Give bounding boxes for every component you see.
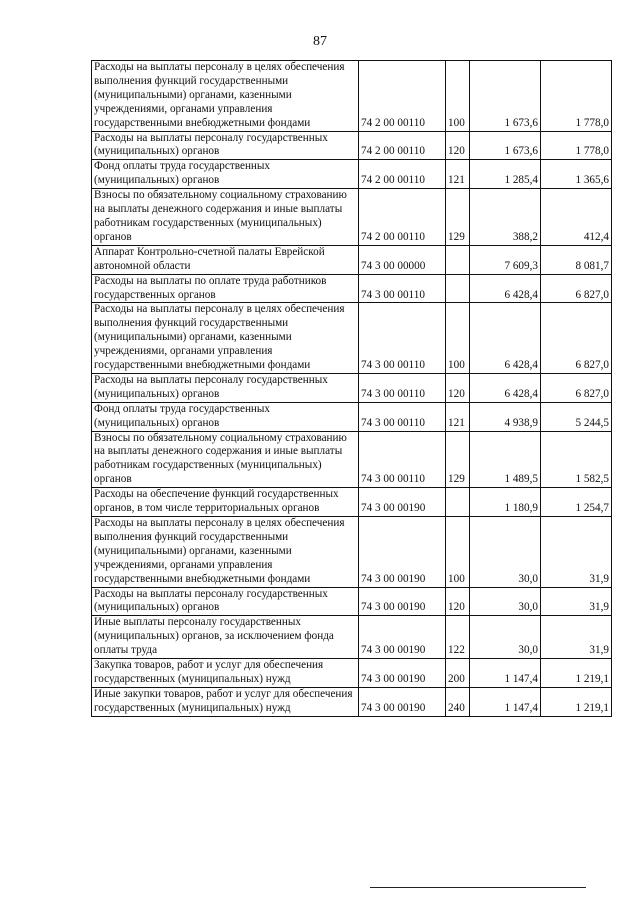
row-code: 74 3 00 00190 [359, 659, 446, 688]
table-row [92, 245, 612, 274]
row-code: 74 2 00 00110 [359, 189, 446, 246]
row-code: 74 3 00 00190 [359, 687, 446, 716]
row-name: Расходы на выплаты персоналу в целях обеспечения выполнения функций государственными (муниципальными) органами, казенными учреждениями, органами управления государственными внебюджетными фондами [92, 517, 359, 588]
row-value-year1: 1 489,5 [470, 431, 541, 488]
row-code: 74 3 00 00110 [359, 402, 446, 431]
table-row [92, 274, 612, 303]
row-name: Аппарат Контрольно-счетной палаты Еврейской автономной области [92, 245, 359, 274]
table-row [92, 659, 612, 688]
row-value-year2: 1 219,1 [541, 659, 612, 688]
row-code: 74 3 00 00190 [359, 587, 446, 616]
row-expense-type: 120 [446, 373, 470, 402]
row-value-year1: 4 938,9 [470, 402, 541, 431]
row-value-year2: 6 827,0 [541, 303, 612, 374]
row-name: Взносы по обязательному социальному страхованию на выплаты денежного содержания и иные выплаты работникам государственных (муниципальных) органов [92, 189, 359, 246]
page-number: 87 [313, 34, 327, 49]
row-value-year1: 6 428,4 [470, 373, 541, 402]
row-value-year2: 6 827,0 [541, 274, 612, 303]
row-value-year1: 6 428,4 [470, 274, 541, 303]
row-value-year1: 1 285,4 [470, 160, 541, 189]
row-code: 74 2 00 00110 [359, 160, 446, 189]
row-value-year2: 31,9 [541, 517, 612, 588]
row-expense-type: 240 [446, 687, 470, 716]
row-value-year1: 6 428,4 [470, 303, 541, 374]
row-expense-type: 129 [446, 431, 470, 488]
table-row [92, 61, 612, 132]
table-row [92, 373, 612, 402]
row-expense-type: 121 [446, 402, 470, 431]
row-name: Расходы на выплаты по оплате труда работников государственных органов [92, 274, 359, 303]
row-expense-type: 200 [446, 659, 470, 688]
row-value-year1: 1 147,4 [470, 659, 541, 688]
table-row [92, 616, 612, 659]
row-name: Иные выплаты персоналу государственных (муниципальных) органов, за исключением фонда оплаты труда [92, 616, 359, 659]
row-value-year1: 30,0 [470, 616, 541, 659]
row-expense-type: 100 [446, 61, 470, 132]
row-value-year2: 1 778,0 [541, 131, 612, 160]
row-name: Закупка товаров, работ и услуг для обеспечения государственных (муниципальных) нужд [92, 659, 359, 688]
row-name: Фонд оплаты труда государственных (муниципальных) органов [92, 402, 359, 431]
row-name: Иные закупки товаров, работ и услуг для обеспечения государственных (муниципальных) нужд [92, 687, 359, 716]
row-expense-type: 120 [446, 587, 470, 616]
row-value-year1: 7 609,3 [470, 245, 541, 274]
row-name: Расходы на выплаты персоналу государственных (муниципальных) органов [92, 373, 359, 402]
row-expense-type [446, 488, 470, 517]
row-name: Расходы на обеспечение функций государственных органов, в том числе территориальных органов [92, 488, 359, 517]
row-expense-type: 122 [446, 616, 470, 659]
row-expense-type [446, 274, 470, 303]
row-expense-type: 121 [446, 160, 470, 189]
row-name: Расходы на выплаты персоналу государственных (муниципальных) органов [92, 587, 359, 616]
row-code: 74 3 00 00190 [359, 517, 446, 588]
table-row [92, 587, 612, 616]
row-value-year1: 388,2 [470, 189, 541, 246]
row-value-year1: 1 673,6 [470, 61, 541, 132]
row-expense-type: 120 [446, 131, 470, 160]
row-value-year1: 1 673,6 [470, 131, 541, 160]
row-value-year2: 1 582,5 [541, 431, 612, 488]
row-value-year1: 30,0 [470, 587, 541, 616]
row-name: Расходы на выплаты персоналу в целях обеспечения выполнения функций государственными (муниципальными) органами, казенными учреждениями, органами управления государственными внебюджетными фондами [92, 61, 359, 132]
row-value-year2: 5 244,5 [541, 402, 612, 431]
row-value-year2: 412,4 [541, 189, 612, 246]
table-row [92, 303, 612, 374]
row-code: 74 3 00 00110 [359, 303, 446, 374]
row-value-year1: 1 180,9 [470, 488, 541, 517]
row-expense-type [446, 245, 470, 274]
row-name: Фонд оплаты труда государственных (муниципальных) органов [92, 160, 359, 189]
table-row [92, 160, 612, 189]
row-value-year2: 1 219,1 [541, 687, 612, 716]
row-value-year2: 31,9 [541, 587, 612, 616]
row-name: Расходы на выплаты персоналу в целях обеспечения выполнения функций государственными (муниципальными) органами, казенными учреждениями, органами управления государственными внебюджетными фондами [92, 303, 359, 374]
row-value-year2: 1 365,6 [541, 160, 612, 189]
row-value-year2: 1 254,7 [541, 488, 612, 517]
row-code: 74 2 00 00110 [359, 131, 446, 160]
row-code: 74 3 00 00110 [359, 373, 446, 402]
row-value-year2: 6 827,0 [541, 373, 612, 402]
table-row [92, 488, 612, 517]
table-row [92, 517, 612, 588]
row-code: 74 3 00 00000 [359, 245, 446, 274]
row-value-year2: 1 778,0 [541, 61, 612, 132]
table-row [92, 687, 612, 716]
row-code: 74 3 00 00110 [359, 431, 446, 488]
row-name: Расходы на выплаты персоналу государственных (муниципальных) органов [92, 131, 359, 160]
row-expense-type: 100 [446, 517, 470, 588]
row-expense-type: 100 [446, 303, 470, 374]
row-code: 74 3 00 00110 [359, 274, 446, 303]
row-code: 74 2 00 00110 [359, 61, 446, 132]
table-row [92, 431, 612, 488]
footer-rule [370, 887, 586, 888]
row-value-year1: 1 147,4 [470, 687, 541, 716]
row-value-year2: 8 081,7 [541, 245, 612, 274]
row-code: 74 3 00 00190 [359, 616, 446, 659]
row-value-year2: 31,9 [541, 616, 612, 659]
row-code: 74 3 00 00190 [359, 488, 446, 517]
row-expense-type: 129 [446, 189, 470, 246]
table-row [92, 189, 612, 246]
row-value-year1: 30,0 [470, 517, 541, 588]
table-row [92, 131, 612, 160]
table-row [92, 402, 612, 431]
budget-table [91, 60, 612, 717]
row-name: Взносы по обязательному социальному страхованию на выплаты денежного содержания и иные выплаты работникам государственных (муниципальных) органов [92, 431, 359, 488]
